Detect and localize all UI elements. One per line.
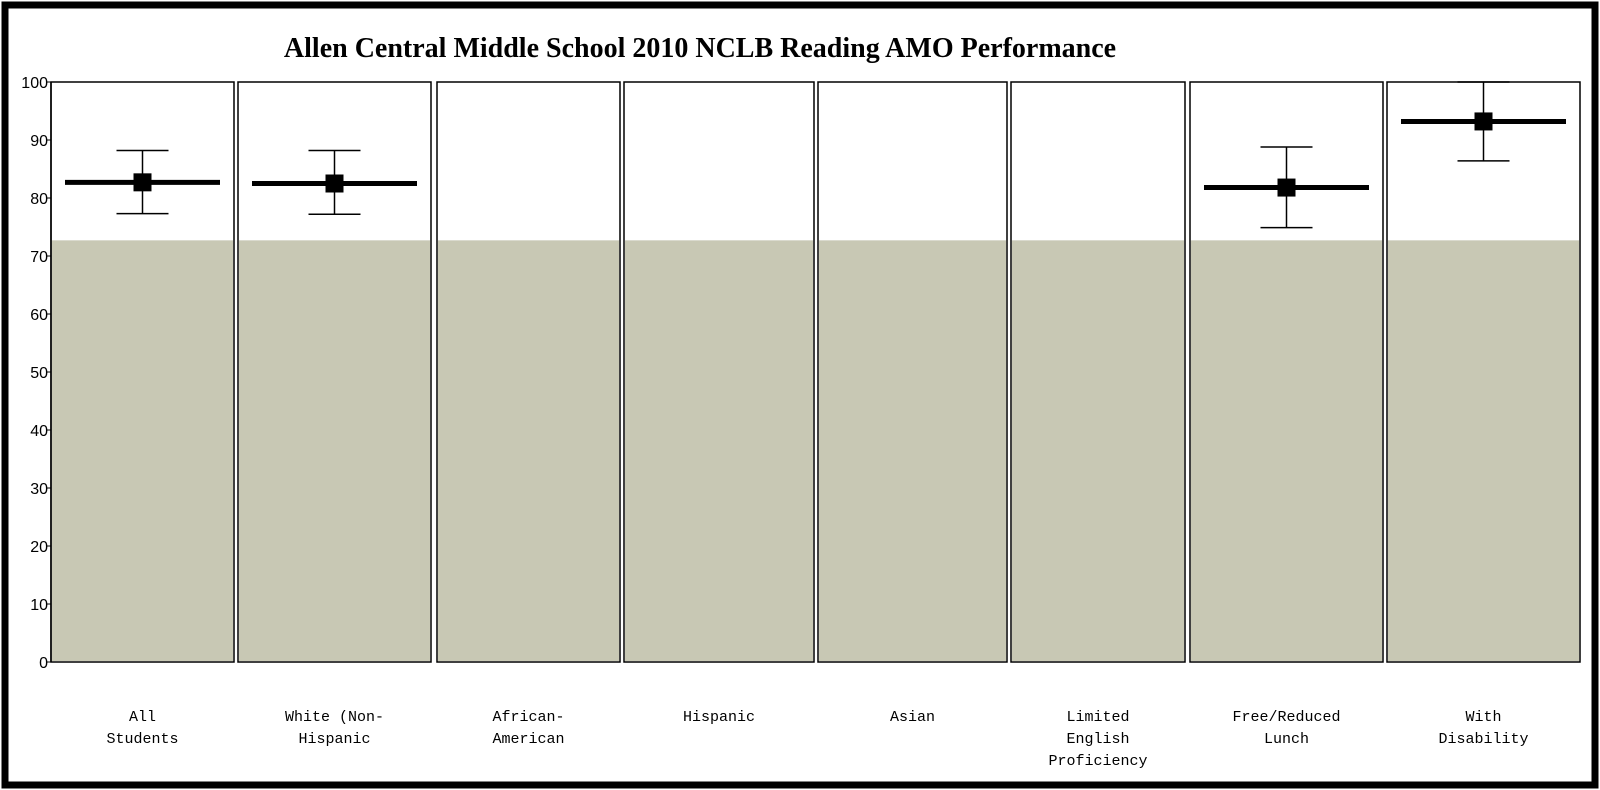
category-label-line: Disability (1438, 731, 1529, 748)
y-tick-label-80: 80 (30, 191, 48, 208)
category-label-line: Free/Reduced (1232, 709, 1341, 726)
score-marker-7 (1278, 179, 1296, 197)
y-tick-label-30: 30 (30, 481, 48, 498)
score-marker-2 (326, 175, 344, 193)
score-marker-8 (1475, 112, 1493, 130)
category-label-line: Limited (1066, 709, 1130, 726)
amo-target-region-5 (819, 240, 1006, 661)
category-label-5 (890, 709, 935, 726)
amo-target-region-3 (438, 240, 619, 661)
category-label-line: Students (106, 731, 179, 748)
category-label-line: Hispanic (298, 731, 371, 748)
y-tick-label-70: 70 (30, 249, 48, 266)
amo-target-region-7 (1191, 240, 1382, 661)
y-tick-label-0: 0 (39, 655, 48, 672)
category-label-line: Lunch (1263, 731, 1310, 748)
category-label-line: Proficiency (1048, 753, 1148, 770)
category-label-line: African- (492, 709, 565, 726)
score-marker-1 (134, 173, 152, 191)
y-tick-label-100: 100 (21, 75, 48, 92)
y-tick-label-20: 20 (30, 539, 48, 556)
category-label-line: English (1066, 731, 1130, 748)
category-label-line: With (1465, 709, 1502, 726)
amo-target-region-8 (1388, 240, 1579, 661)
amo-target-region-2 (239, 240, 430, 661)
amo-target-region-1 (52, 240, 233, 661)
y-tick-label-50: 50 (30, 365, 48, 382)
y-tick-label-40: 40 (30, 423, 48, 440)
category-label-line: White (Non- (284, 709, 385, 726)
y-tick-label-90: 90 (30, 133, 48, 150)
category-label-line: American (492, 731, 565, 748)
amo-target-region-4 (625, 240, 813, 661)
category-label-line: All (128, 709, 157, 726)
category-label-line: Hispanic (682, 709, 756, 726)
y-tick-label-10: 10 (30, 597, 48, 614)
y-tick-label-60: 60 (30, 307, 48, 324)
amo-target-region-6 (1012, 240, 1184, 661)
category-label-4 (683, 709, 755, 726)
chart-title: Allen Central Middle School 2010 NCLB Reading AMO Performance (283, 33, 1117, 64)
category-label-line: Asian (889, 709, 936, 726)
